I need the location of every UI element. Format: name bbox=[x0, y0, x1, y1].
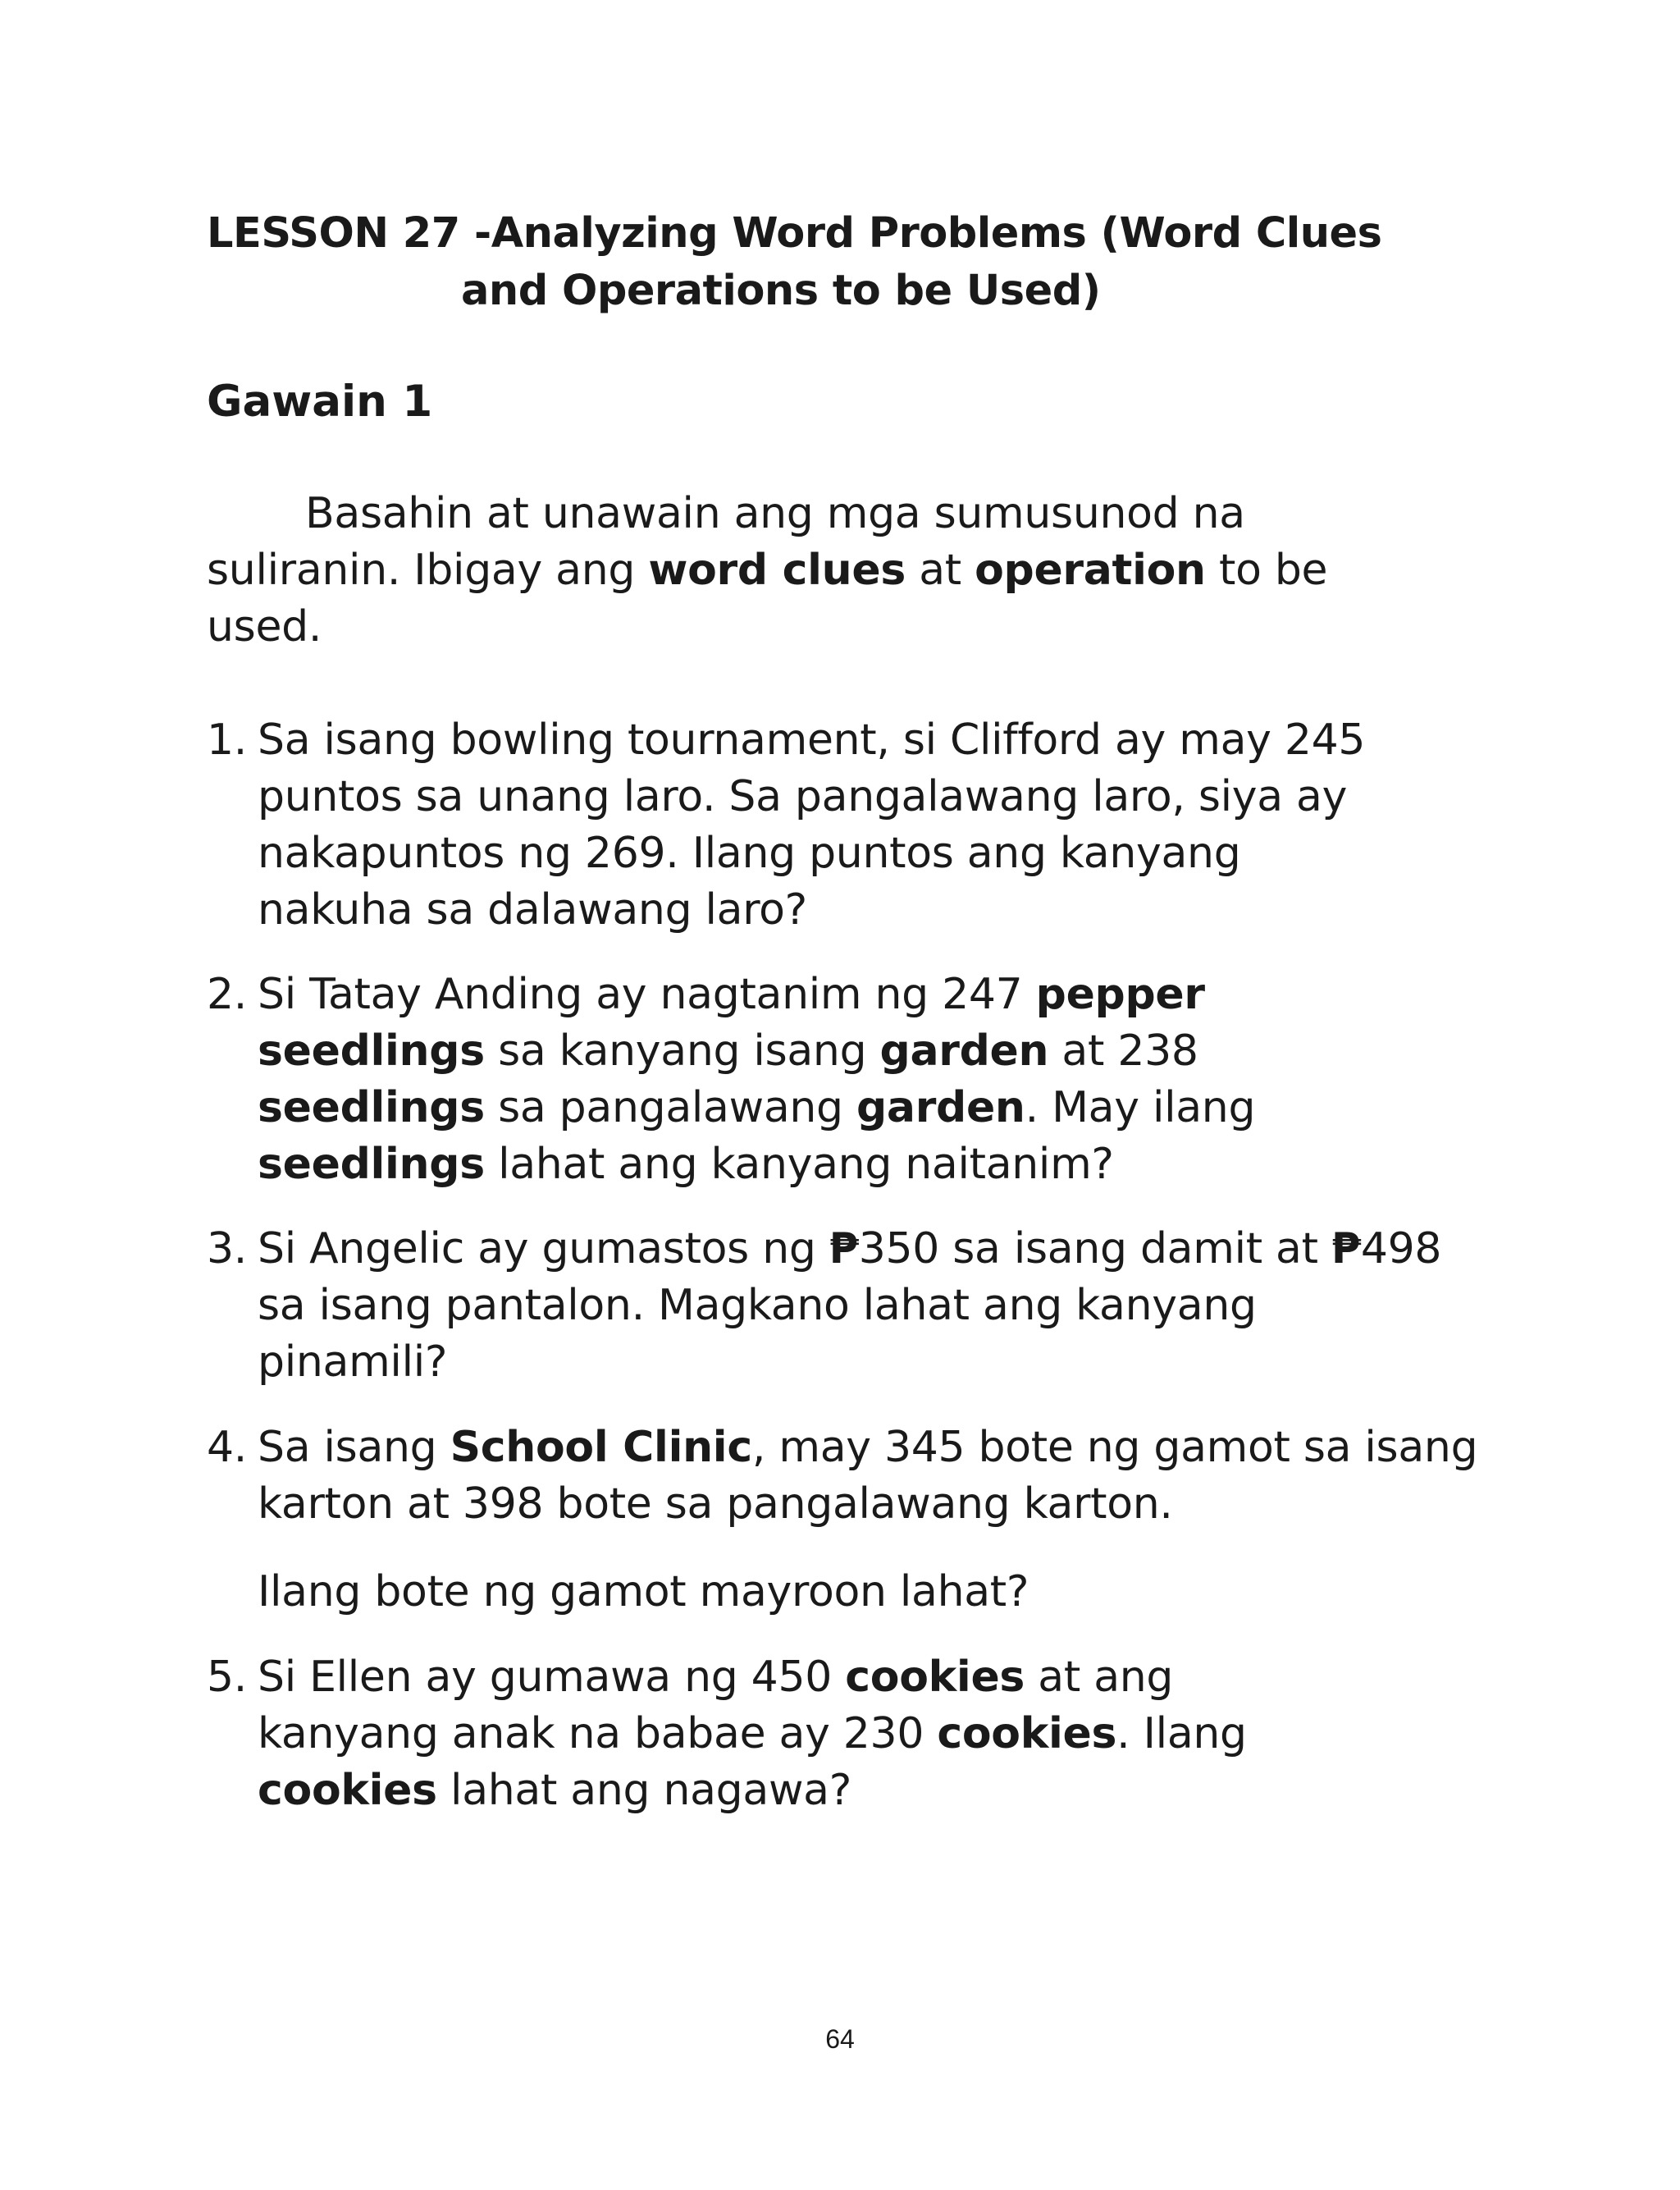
page-number: 64 bbox=[825, 2024, 855, 2054]
lesson-title-line1: LESSON 27 -Analyzing Word Problems (Word Clues bbox=[207, 209, 1382, 258]
problem-text-segment: lahat ang kanyang naitanim? bbox=[484, 1140, 1114, 1189]
lesson-title bbox=[207, 205, 1519, 320]
problem-text bbox=[258, 1420, 1488, 1533]
problem-text bbox=[258, 1221, 1447, 1391]
problem-text-segment: sa pangalawang bbox=[484, 1083, 856, 1132]
problem-text-segment: Si Angelic ay gumastos ng bbox=[258, 1224, 829, 1273]
problem-bold-term: pepper seedlings bbox=[258, 970, 1205, 1076]
problem-bold-term: cookies bbox=[937, 1709, 1117, 1758]
problem-number: 5. bbox=[207, 1653, 248, 1702]
problem-text-segment: 350 sa isang damit at bbox=[858, 1224, 1331, 1273]
problem-item-2 bbox=[207, 967, 1486, 1193]
lesson-title-line2: and Operations to be Used) bbox=[461, 267, 1101, 315]
problem-text bbox=[258, 967, 1340, 1193]
problem-text-segment: Si Ellen ay gumawa ng 450 bbox=[258, 1653, 846, 1702]
problem-text-segment: . May ilang bbox=[1025, 1083, 1256, 1132]
instructions-bold-operation: operation bbox=[975, 546, 1206, 595]
problem-text bbox=[258, 1649, 1365, 1819]
problem-number: 1. bbox=[207, 716, 248, 765]
problem-bold-term: seedlings bbox=[258, 1083, 485, 1132]
problem-text-segment: at ang kanyang anak na babae ay 230 bbox=[258, 1653, 1174, 1758]
problem-text-segment: 498 sa isang pantalon. Magkano lahat ang kanyang pinamili? bbox=[258, 1224, 1442, 1387]
problem-item-4 bbox=[207, 1420, 1486, 1621]
problem-text-segment: at 238 bbox=[1048, 1026, 1198, 1076]
problem-text-segment: . Ilang bbox=[1116, 1709, 1247, 1758]
problem-text-segment: sa kanyang isang bbox=[484, 1026, 880, 1076]
problem-question: Ilang bote ng gamot mayroon lahat? bbox=[258, 1567, 1029, 1616]
problem-text bbox=[258, 712, 1406, 939]
problem-bold-term: cookies bbox=[845, 1653, 1025, 1702]
peso-sign-icon: ₱ bbox=[1331, 1224, 1361, 1273]
instructions-text-2: at bbox=[905, 546, 975, 595]
problem-number: 2. bbox=[207, 970, 248, 1019]
problem-bold-term: School Clinic bbox=[450, 1423, 752, 1472]
problem-text-segment: Si Tatay Anding ay nagtanim ng 247 bbox=[258, 970, 1036, 1019]
activity-heading: Gawain 1 bbox=[207, 377, 433, 427]
problem-bold-term: cookies bbox=[258, 1766, 437, 1815]
instructions-paragraph bbox=[207, 486, 1396, 656]
problem-bold-term: seedlings bbox=[258, 1140, 485, 1189]
instructions-text-3: to be used. bbox=[207, 546, 1328, 652]
problem-text-segment: , may 345 bote ng gamot sa isang karton at 398 bote sa pangalawang karton. bbox=[258, 1423, 1478, 1529]
problem-item-1 bbox=[207, 712, 1486, 939]
instructions-text-1: Basahin at unawain ang mga sumusunod na suliranin. Ibigay ang bbox=[207, 489, 1245, 595]
problem-item-5 bbox=[207, 1649, 1486, 1819]
problem-bold-term: garden bbox=[856, 1083, 1025, 1132]
problem-text-segment: Sa isang bowling tournament, si Clifford ay may 245 puntos sa unang laro. Sa pangalawang laro, siya ay nakapuntos ng 269. Ilang puntos ang kanyang nakuha sa dalawang laro? bbox=[258, 716, 1366, 935]
problem-text-segment: Sa isang bbox=[258, 1423, 450, 1472]
problem-number: 3. bbox=[207, 1224, 248, 1273]
peso-sign-icon: ₱ bbox=[829, 1224, 859, 1273]
problem-number: 4. bbox=[207, 1423, 248, 1472]
problem-text-segment: lahat ang nagawa? bbox=[436, 1766, 852, 1815]
instructions-bold-word-clues: word clues bbox=[648, 546, 906, 595]
problem-item-3 bbox=[207, 1221, 1486, 1391]
problem-bold-term: garden bbox=[879, 1026, 1049, 1076]
